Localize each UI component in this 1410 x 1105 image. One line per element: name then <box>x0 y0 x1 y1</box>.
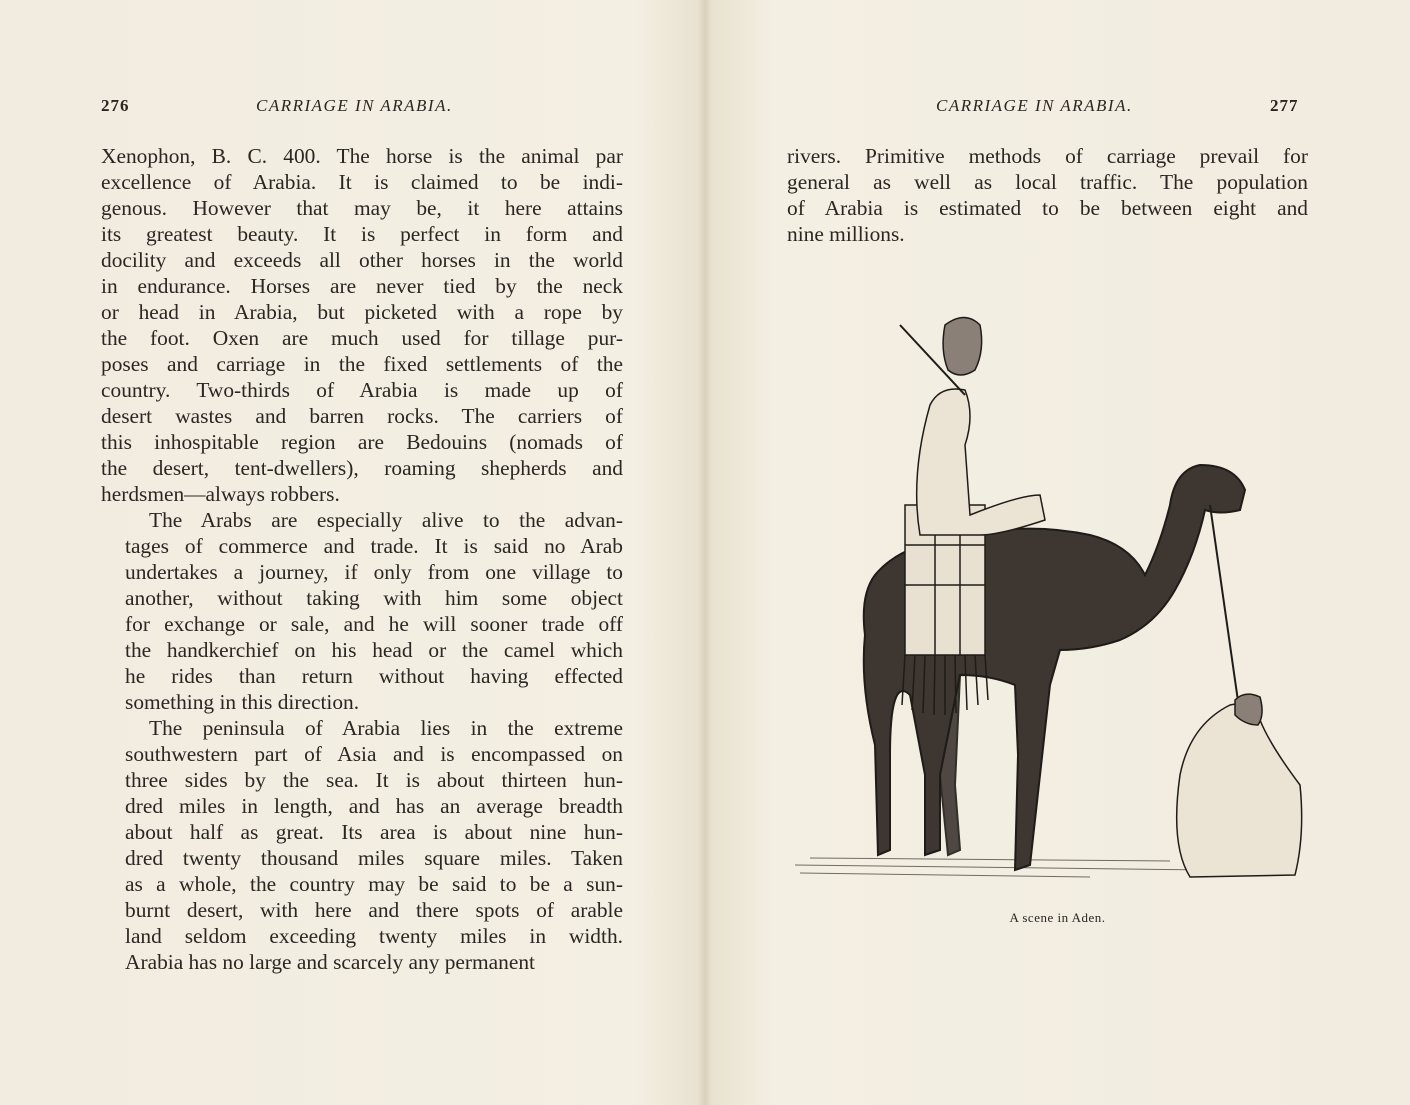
paragraph <box>101 143 623 507</box>
left-body-text <box>101 143 623 975</box>
text-line: as a whole, the country may be said to be a sun- <box>125 872 623 896</box>
text-line: dred miles in length, and has an average breadth <box>125 794 623 818</box>
text-line: nine millions. <box>787 222 905 246</box>
text-line: The peninsula of Arabia lies in the extreme <box>149 716 623 740</box>
text-line: undertakes a journey, if only from one village to <box>125 560 623 584</box>
text-line: the desert, tent-dwellers), roaming shepherds and <box>101 456 623 480</box>
text-line: Xenophon, B. C. 400. The horse is the animal par <box>101 144 623 168</box>
right-running-head: CARRIAGE IN ARABIA. <box>936 96 1133 115</box>
text-line: The Arabs are especially alive to the advan- <box>149 508 623 532</box>
text-line: he rides than return without having effected <box>125 664 623 688</box>
paragraph <box>101 507 623 715</box>
text-line: its greatest beauty. It is perfect in form and <box>101 222 623 246</box>
text-line: desert wastes and barren rocks. The carriers of <box>101 404 623 428</box>
lead-rope <box>1210 505 1240 715</box>
text-line: or head in Arabia, but picketed with a rope by <box>101 300 623 324</box>
text-line: excellence of Arabia. It is claimed to be indi- <box>101 170 623 194</box>
seated-figure <box>1177 694 1302 877</box>
left-page-number <box>101 96 130 116</box>
text-line: in endurance. Horses are never tied by the neck <box>101 274 623 298</box>
text-line: general as well as local traffic. The population <box>787 170 1308 194</box>
text-line: burnt desert, with here and there spots of arable <box>125 898 623 922</box>
left-running-head: CARRIAGE IN ARABIA. <box>256 96 453 115</box>
camel-engraving-illustration <box>790 305 1310 895</box>
text-line: herdsmen—always robbers. <box>101 482 340 506</box>
text-line: for exchange or sale, and he will sooner trade off <box>125 612 623 636</box>
figure-caption: A scene in Aden. <box>1009 910 1106 925</box>
text-line: country. Two-thirds of Arabia is made up of <box>101 378 623 402</box>
right-body-text <box>787 143 1308 247</box>
text-line: another, without taking with him some object <box>125 586 623 610</box>
text-line: tages of commerce and trade. It is said no Arab <box>125 534 623 558</box>
text-line: of Arabia is estimated to be between eight and <box>787 196 1308 220</box>
text-line: Arabia has no large and scarcely any permanent <box>125 950 536 974</box>
text-line: poses and carriage in the fixed settlements of the <box>101 352 623 376</box>
text-line: the handkerchief on his head or the camel which <box>125 638 623 662</box>
right-page-number <box>1270 96 1299 116</box>
paragraph <box>101 715 623 975</box>
right-page <box>705 0 1410 1105</box>
text-line: land seldom exceeding twenty miles in width. <box>125 924 623 948</box>
text-line: dred twenty thousand miles square miles. Taken <box>125 846 623 870</box>
paragraph <box>787 143 1308 247</box>
text-line: this inhospitable region are Bedouins (nomads of <box>101 430 623 454</box>
text-line: the foot. Oxen are much used for tillage pur- <box>101 326 623 350</box>
text-line: docility and exceeds all other horses in the world <box>101 248 623 272</box>
ground-hatching <box>795 858 1210 877</box>
rider <box>900 318 1045 536</box>
text-line: rivers. Primitive methods of carriage prevail for <box>787 144 1308 168</box>
page-number: 276 <box>101 96 130 115</box>
text-line: about half as great. Its area is about nine hun- <box>125 820 623 844</box>
text-line: three sides by the sea. It is about thirteen hun- <box>125 768 623 792</box>
text-line: southwestern part of Asia and is encompassed on <box>125 742 623 766</box>
page-number: 277 <box>1270 96 1299 115</box>
text-line: something in this direction. <box>125 690 360 714</box>
text-line: genous. However that may be, it here attains <box>101 196 623 220</box>
